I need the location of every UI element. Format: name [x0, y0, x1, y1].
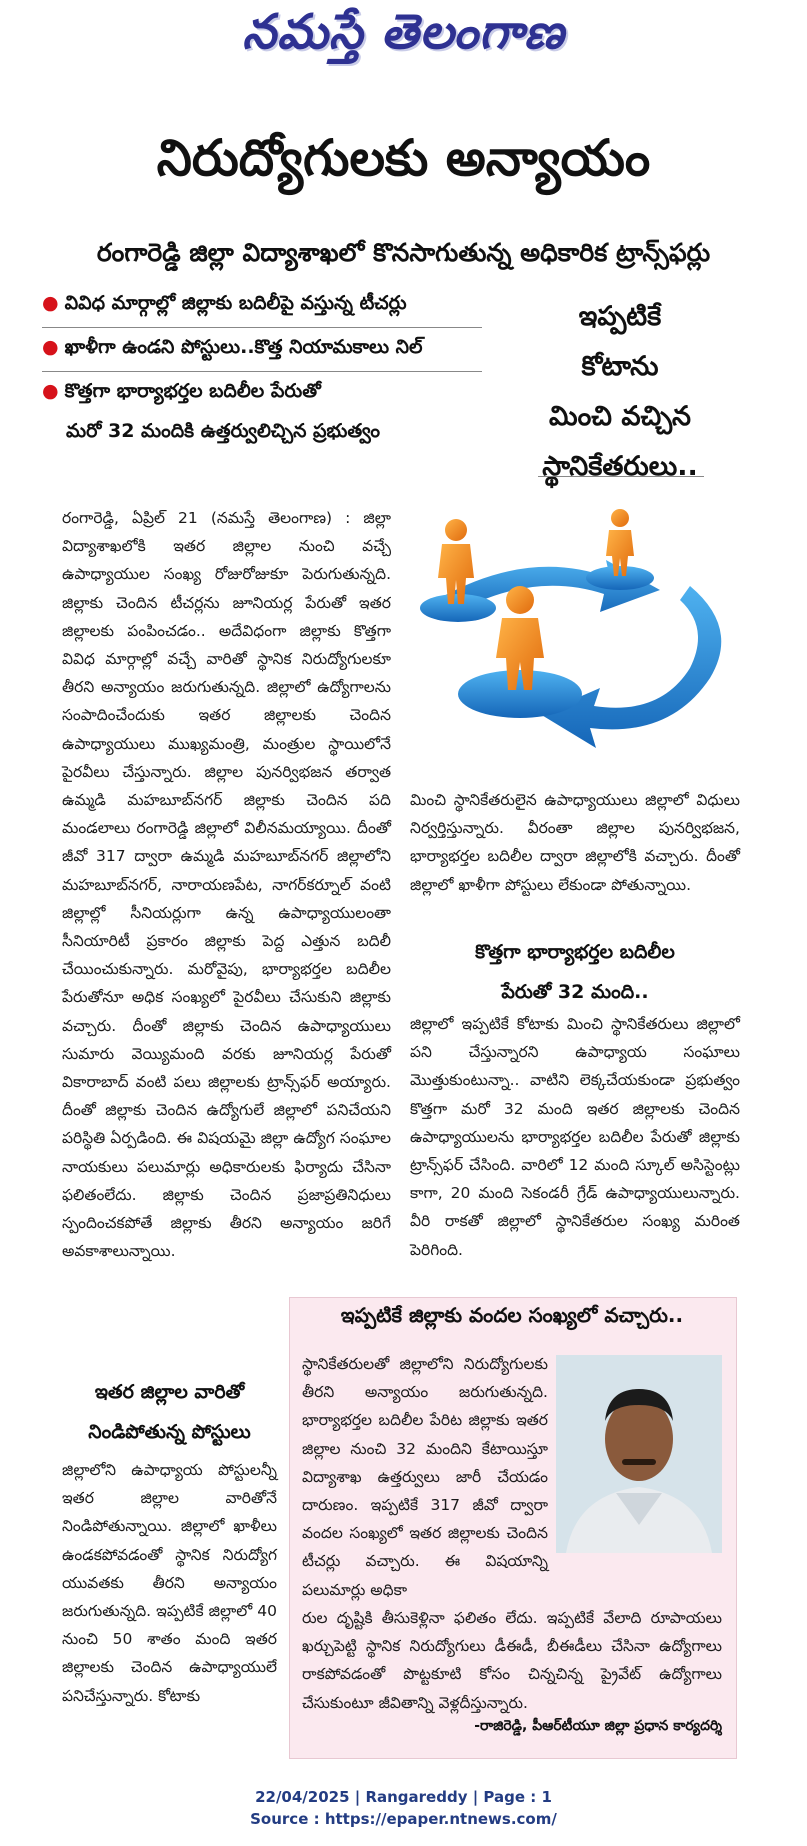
article-body-left: రంగారెడ్డి, ఏప్రిల్ 21 (నమస్తే తెలంగాణ) : జిల్లా విద్యాశాఖలోకి ఇతర జిల్లాల నుంచి వచ్చే ఉపాధ్యాయుల సంఖ్య రోజురోజుకూ పెరుగుతున్నది. జిల్లాకు చెందిన టీచర్లను జూనియర్ల పేరుతో ఇతర జిల్లాలకు పంపించడం.. అదేవిధంగా జిల్లాకు కొత్తగా వివిధ మార్గాల్లో వచ్చే వారితో స్థానిక నిరుద్యోగులకూ తీరని అన్యాయం జరుగుతున్నది. జిల్లాలో ఉద్యోగాలను సంపాదించేందుకు ఇతర జిల్లాలకు చెందిన ఉపాధ్యాయులు ముఖ్యమంత్రి, మంత్రుల స్థాయిలోనే పైరవీలు చేస్తున్నారు. జిల్లాల పునర్విభజన తర్వాత ఉమ్మడి మహబూబ్‌నగర్ జిల్లాకు చెందిన పది మండలాలు రంగారెడ్డి జిల్లాలో విలీనమయ్యాయి. దీంతో జీవో 317 ద్వారా ఉమ్మడి మహబూబ్‌నగర్ జిల్లాలోని మహబూబ్‌నగర్, నారాయణపేట, నాగర్‌కర్నూల్ వంటి జిల్లాల్లో సీనియర్లుగా ఉన్న ఉపాధ్యాయులంతా సీనియారిటీ ప్రకారం జిల్లాకు పెద్ద ఎత్తున బదిలీ చేయించుకున్నారు. మరోవైపు, భార్యాభర్తల బదిలీల పేరుతోనూ అధిక సంఖ్యలో పైరవీలు చేసుకుని జిల్లాకు వచ్చారు. దీంతో జిల్లాకు చెందిన ఉపాధ్యాయులు సుమారు వెయ్యిమంది వరకు జూనియర్ల పేరుతో వికారాబాద్ వంటి పలు జిల్లాలకు ట్రాన్స్‌ఫర్ అయ్యారు. దీంతో జిల్లాకు చెందిన ఉద్యోగులే జిల్లాలో పనిచేయని పరిస్థితి ఏర్పడింది. ఈ విషయమై జిల్లా ఉద్యోగ సంఘాల నాయకులు పలుమార్లు అధికారులకు ఫిర్యాదు చేసినా ఫలితంలేదు. జిల్లాకు చెందిన ప్రజాప్రతినిధులు స్పందించకపోతే జిల్లాకు తీరని అన్యాయం జరిగే అవకాశాలున్నాయి.: [62, 509, 391, 1261]
quote-text-bottom: రుల దృష్టికి తీసుకెళ్లినా ఫలితం లేదు. ఇప్పటికే వేలాది రూపాయలు ఖర్చుపెట్టి స్థానిక నిరుద్యోగులు డీఈడీ, బీఈడీలు చేసినా ఉద్యోగాలు రాకపోవడంతో పొట్టకూటి కోసం చిన్నచిన్న ప్రైవేట్ ఉద్యోగాలు చేసుకుంటూ జీవితాన్ని వెళ్లదీస్తున్నారు.: [302, 1609, 722, 1712]
article-body-right: మించి స్థానికేతరులైన ఉపాధ్యాయులు జిల్లాలో విధులు నిర్వర్తిస్తున్నారు. వీరంతా జిల్లాల పునర్విభజన, భార్యాభర్తల బదిలీల ద్వారా జిల్లాలోకి వచ్చారు. దీంతో జిల్లాలో ఖాళీగా పోస్టులు లేకుండా పోతున్నాయి.: [410, 791, 740, 894]
crosshead-left: ఇతర జిల్లాల వారితో నిండిపోతున్న పోస్టులు: [88, 1381, 251, 1443]
headline: నిరుద్యోగులకు అన్యాయం: [156, 129, 651, 187]
footer-source: Source : https://epaper.ntnews.com/: [250, 1810, 557, 1828]
quote-text-top: స్థానికేతరులతో జిల్లాలోని నిరుద్యోగులకు తీరని అన్యాయం జరుగుతున్నది. భార్యాభర్తల బదిలీల పేరిట జిల్లాకు ఇతర జిల్లాల నుంచి 32 మందిని కేటాయిస్తూ విద్యాశాఖ ఉత్తర్వులు జారీ చేయడం దారుణం. ఇప్పటికే 317 జీవో ద్వారా వందల సంఖ్యలో ఇతర జిల్లాలకు చెందిన టీచర్లు వచ్చారు. ఈ విషయాన్ని పలుమార్లు అధికా: [302, 1355, 548, 1599]
bullet-dot-icon: ●: [42, 336, 59, 358]
platform-icon: [586, 566, 654, 590]
side-highlight-rule: [538, 476, 704, 477]
subheadline: రంగారెడ్డి జిల్లా విద్యాశాఖలో కొనసాగుతున్న అధికారిక ట్రాన్స్‌ఫర్లు: [96, 238, 711, 267]
side-highlight: ఇప్పటికే కోటాను మించి వచ్చిన స్థానికేతరులు..: [542, 301, 698, 482]
quote-title: ఇప్పటికే జిల్లాకు వందల సంఖ్యలో వచ్చారు..: [340, 1303, 684, 1327]
masthead-logo: నమస్తే తెలంగాణ: [242, 4, 565, 60]
bullet-dot-icon: ●: [42, 380, 59, 402]
article-body-left-2: జిల్లాలోని ఉపాధ్యాయ పోస్టులన్నీ ఇతర జిల్లాల వారితోనే నిండిపోతున్నాయి. జిల్లాలో ఖాళీలు ఉండకపోవడంతో స్థానిక నిరుద్యోగ యువతకు తీరని అన్యాయం జరుగుతున్నది. ఇప్పటికే జిల్లాలో 40 నుంచి 50 శాతం మంది ఇతర జిల్లాలకు చెందిన ఉపాధ్యాయులే పనిచేస్తున్నారు. కోటాకు: [62, 1461, 277, 1705]
article-body-right-2: జిల్లాలో ఇప్పటికే కోటాకు మించి స్థానికేతరులు జిల్లాలో పని చేస్తున్నారని ఉపాధ్యాయ సంఘాలు మొత్తుకుంటున్నా.. వాటిని లెక్కచేయకుండా ప్రభుత్వం కొత్తగా మరో 32 మంది ఇతర జిల్లాలకు చెందిన ఉపాధ్యాయులను భార్యాభర్తల బదిలీల పేరుతో జిల్లాకు ట్రాన్స్‌ఫర్ చేసింది. వారిలో 12 మంది స్కూల్ అసిస్టెంట్లు కాగా, 20 మంది సెకండరీ గ్రేడ్ ఉపాధ్యాయులున్నారు. వీరి రాకతో జిల్లాలో స్థానికేతరుల సంఖ్య మరింత పెరిగింది.: [410, 1015, 740, 1259]
crosshead-right: కొత్తగా భార్యాభర్తల బదిలీల పేరుతో 32 మంది..: [475, 941, 675, 1003]
bullet-2: ● ఖాళీగా ఉండని పోస్టులు..కొత్త నియామకాలు నిల్: [42, 336, 482, 372]
bullet-3: ● కొత్తగా భార్యాభర్తల బదిలీల పేరుతో: [42, 380, 321, 402]
arrow-icon: [440, 560, 721, 748]
bullet-dot-icon: ●: [42, 292, 59, 314]
transfer-illustration: [410, 508, 750, 770]
footer-date-edition: 22/04/2025 | Rangareddy | Page : 1: [255, 1788, 552, 1806]
platform-icon: [458, 670, 582, 718]
bullet-3-continuation: మరో 32 మందికి ఉత్తర్వులిచ్చిన ప్రభుత్వం: [66, 420, 380, 442]
article-body-left-tail: [62, 1154, 277, 1296]
bullet-1: ● వివిధ మార్గాల్లో జిల్లాకు బదిలీపై వస్తున్న టీచర్లు: [42, 292, 482, 328]
person-photo-icon: [556, 1355, 722, 1553]
portrait-photo: [556, 1355, 722, 1553]
quote-attribution: -రాజిరెడ్డి, పీఆర్‌టీయూ జిల్లా ప్రధాన కార్యదర్శి: [474, 1718, 722, 1734]
